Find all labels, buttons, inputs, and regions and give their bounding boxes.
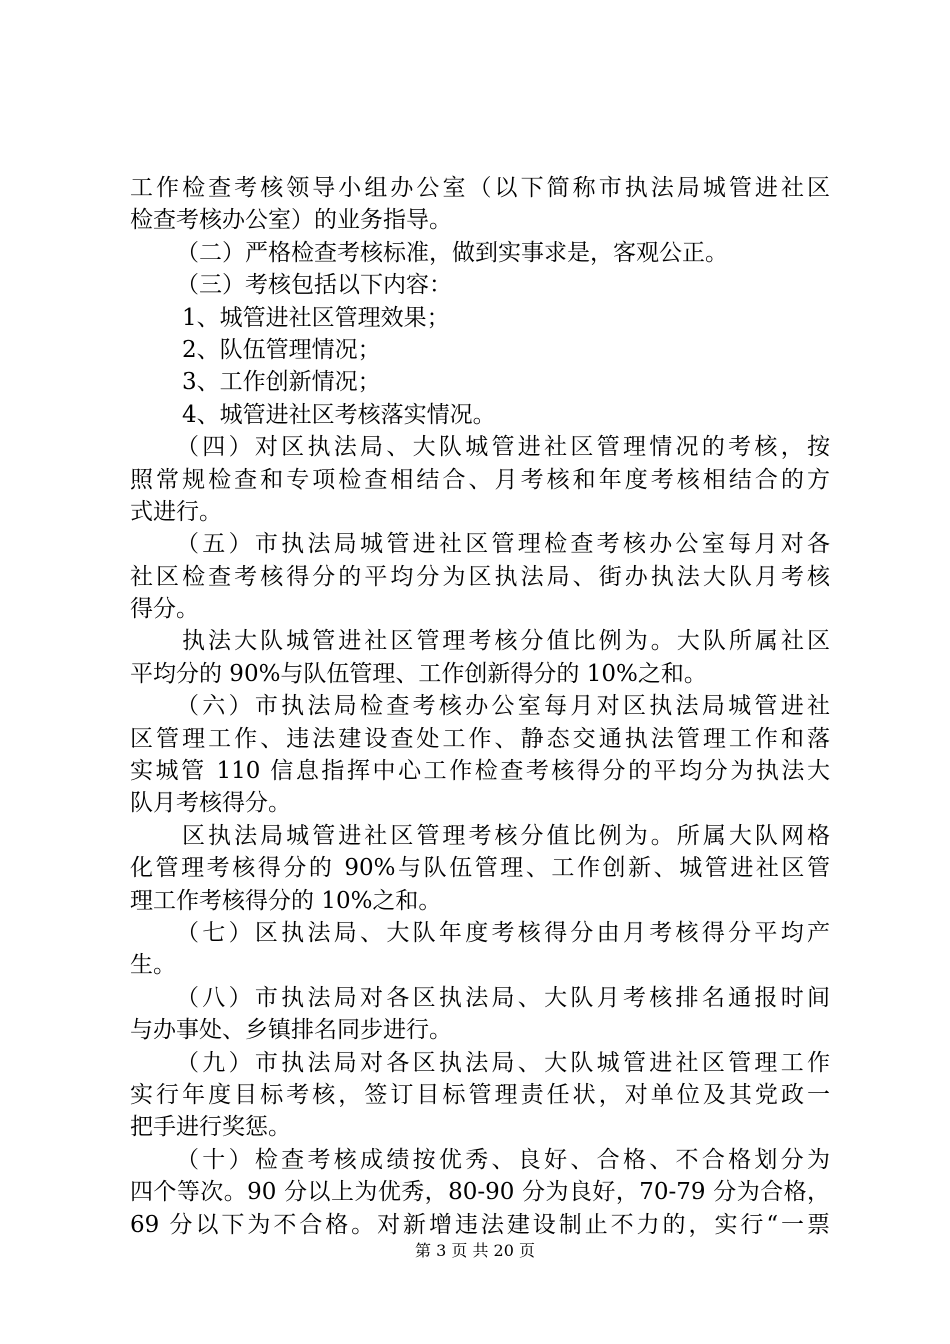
- text-line: （四）对区执法局、大队城管进社区管理情况的考核，按: [176, 434, 830, 461]
- text-line: 实城管 110 信息指挥中心工作检查考核得分的平均分为执法大: [130, 758, 830, 785]
- text-line: 69 分以下为不合格。对新增违法建设制止不力的，实行“一票: [130, 1211, 830, 1238]
- text-line: （五）市执法局城管进社区管理检查考核办公室每月对各: [176, 531, 830, 558]
- text-line: 生。: [130, 952, 176, 979]
- text-line: （十）检查考核成绩按优秀、良好、合格、不合格划分为: [176, 1146, 830, 1173]
- text-line: 实行年度目标考核，签订目标管理责任状，对单位及其党政一: [130, 1081, 830, 1108]
- text-line: （三）考核包括以下内容：: [176, 272, 452, 299]
- document-body: [130, 172, 830, 1241]
- text-line: 区执法局城管进社区管理考核分值比例为。所属大队网格: [182, 822, 830, 849]
- text-line: 照常规检查和专项检查相结合、月考核和年度考核相结合的方: [130, 466, 830, 493]
- text-line: 平均分的 90%与队伍管理、工作创新得分的 10%之和。: [130, 660, 707, 687]
- list-item: 3、工作创新情况；: [182, 369, 381, 396]
- page-number-footer: 第 3 页 共 20 页: [415, 1241, 535, 1260]
- text-line: （二）严格检查考核标准，做到实事求是，客观公正。: [176, 239, 728, 266]
- text-line: 理工作考核得分的 10%之和。: [130, 887, 442, 914]
- text-line: 执法大队城管进社区管理考核分值比例为。大队所属社区: [182, 628, 830, 655]
- text-line: 与办事处、乡镇排名同步进行。: [130, 1017, 452, 1044]
- text-line: 四个等次。90 分以上为优秀，80-90 分为良好，70-79 分为合格，: [130, 1179, 830, 1206]
- text-line: 队月考核得分。: [130, 790, 291, 817]
- list-item: 4、城管进社区考核落实情况。: [182, 401, 496, 428]
- text-line: （九）市执法局对各区执法局、大队城管进社区管理工作: [176, 1049, 830, 1076]
- list-item: 1、城管进社区管理效果；: [182, 304, 450, 331]
- text-line: 工作检查考核领导小组办公室（以下简称市执法局城管进社区: [130, 175, 830, 201]
- text-line: 得分。: [130, 596, 199, 623]
- text-line: 检查考核办公室）的业务指导。: [130, 207, 452, 234]
- text-line: 社区检查考核得分的平均分为区执法局、街办执法大队月考核: [130, 563, 830, 590]
- text-line: 式进行。: [130, 498, 222, 525]
- text-line: 化管理考核得分的 90%与队伍管理、工作创新、城管进社区管: [130, 855, 830, 882]
- list-item: 2、队伍管理情况；: [182, 336, 381, 363]
- text-line: （八）市执法局对各区执法局、大队月考核排名通报时间: [176, 984, 830, 1011]
- text-line: （七）区执法局、大队年度考核得分由月考核得分平均产: [176, 919, 830, 946]
- text-line: 区管理工作、违法建设查处工作、静态交通执法管理工作和落: [130, 725, 830, 752]
- text-line: 把手进行奖惩。: [130, 1114, 291, 1141]
- text-line: （六）市执法局检查考核办公室每月对区执法局城管进社: [176, 693, 830, 720]
